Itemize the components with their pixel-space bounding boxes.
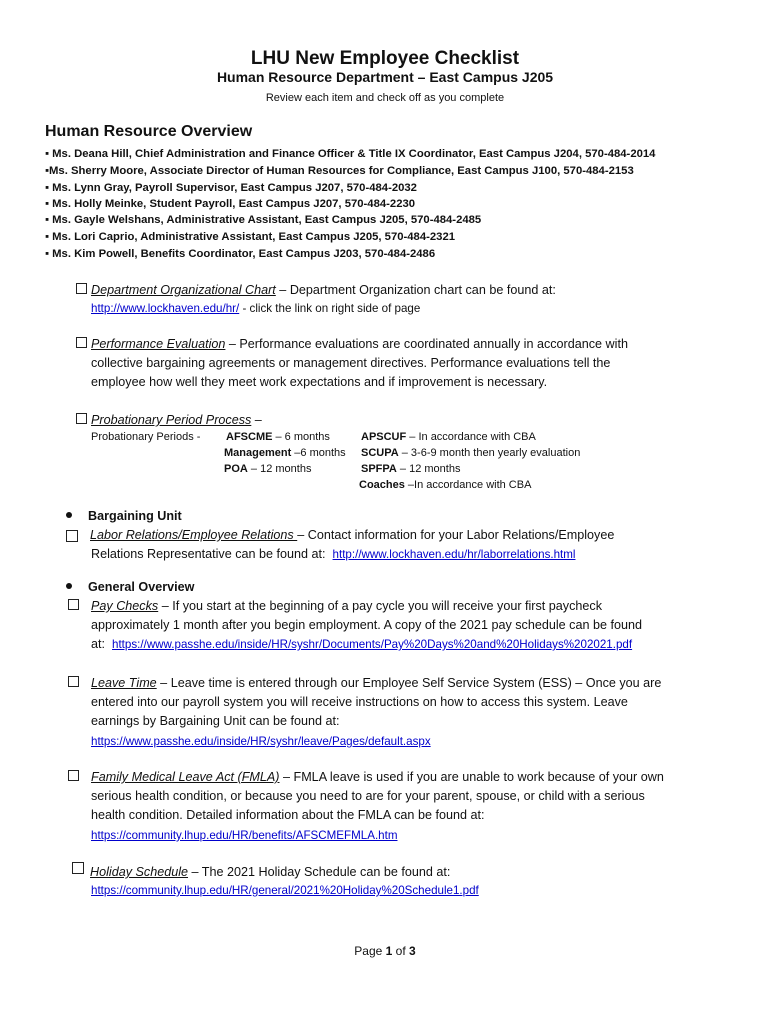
leave-item bbox=[68, 676, 661, 690]
holiday-checkbox[interactable] bbox=[72, 862, 84, 874]
probation-periods-label: Probationary Periods - bbox=[91, 431, 201, 443]
fmla-label: Family Medical Leave Act (FMLA) bbox=[91, 770, 280, 784]
probation-coaches: Coaches –In accordance with CBA bbox=[359, 479, 532, 491]
holiday-item bbox=[72, 862, 450, 879]
performance-text: – Performance evaluations are coordinated annually in accordance with bbox=[225, 337, 628, 351]
performance-line: collective bargaining agreements or management directives. Performance evaluations tell the bbox=[91, 356, 611, 370]
staff-entry: ▪ Ms. Deana Hill, Chief Administration and Finance Officer & Title IX Coordinator, East Campus J204, 570-484-2014 bbox=[45, 148, 656, 160]
paychecks-link[interactable]: https://www.passhe.edu/inside/HR/syshr/Documents/Pay%20Days%20and%20Holidays%202021.pdf bbox=[112, 638, 633, 651]
bullet-icon bbox=[66, 583, 72, 589]
performance-checkbox[interactable] bbox=[76, 337, 87, 348]
paychecks-at: at: bbox=[91, 637, 106, 651]
org-chart-checkbox[interactable] bbox=[76, 283, 87, 294]
leave-checkbox[interactable] bbox=[68, 676, 79, 687]
probation-dash: – bbox=[251, 413, 262, 427]
fmla-text: – FMLA leave is used if you are unable to work because of your own bbox=[279, 770, 664, 784]
bargaining-link-line bbox=[91, 547, 576, 561]
holiday-link-line bbox=[91, 881, 479, 899]
org-chart-link[interactable]: http://www.lockhaven.edu/hr/ bbox=[91, 302, 240, 315]
holiday-text: – The 2021 Holiday Schedule can be found at: bbox=[188, 865, 451, 879]
leave-text: – Leave time is entered through our Employee Self Service System (ESS) – Once you are bbox=[156, 676, 662, 690]
bargaining-text: – Contact information for your Labor Relations/Employee bbox=[297, 528, 615, 542]
holiday-link[interactable]: https://community.lhup.edu/HR/general/2021%20Holiday%20Schedule1.pdf bbox=[91, 884, 479, 897]
staff-entry: ▪ Ms. Holly Meinke, Student Payroll, East Campus J207, 570-484-2230 bbox=[45, 198, 416, 210]
probation-spfpa: SPFPA – 12 months bbox=[361, 463, 461, 475]
probation-afscme: AFSCME – 6 months bbox=[226, 431, 330, 443]
bargaining-checkbox[interactable] bbox=[66, 530, 78, 542]
probation-label: Probationary Period Process bbox=[91, 413, 252, 427]
document-subtitle: Human Resource Department – East Campus J205 bbox=[216, 69, 554, 85]
bullet-icon bbox=[66, 512, 72, 518]
staff-entry: ▪ Ms. Kim Powell, Benefits Coordinator, East Campus J203, 570-484-2486 bbox=[45, 248, 436, 260]
probation-poa: POA – 12 months bbox=[224, 463, 312, 475]
leave-line: earnings by Bargaining Unit can be found at: bbox=[91, 714, 340, 728]
paychecks-label: Pay Checks bbox=[91, 599, 159, 613]
bargaining-item bbox=[66, 528, 614, 542]
instruction-note: Review each item and check off as you complete bbox=[265, 92, 505, 104]
paychecks-line: approximately 1 month after you begin employment. A copy of the 2021 pay schedule can be found bbox=[91, 618, 642, 632]
org-chart-link-suffix: - click the link on right side of page bbox=[239, 302, 421, 315]
paychecks-checkbox[interactable] bbox=[68, 599, 79, 610]
leave-label: Leave Time bbox=[91, 676, 157, 690]
fmla-link-line bbox=[91, 826, 398, 844]
bargaining-heading: Bargaining Unit bbox=[88, 509, 182, 523]
fmla-link[interactable]: https://community.lhup.edu/HR/benefits/AFSCMEFMLA.htm bbox=[91, 829, 398, 842]
probation-apscuf: APSCUF – In accordance with CBA bbox=[361, 431, 536, 443]
bargaining-label: Labor Relations/Employee Relations bbox=[90, 528, 298, 542]
org-chart-link-line bbox=[91, 302, 420, 315]
leave-line: entered into our payroll system you will receive instructions on how to access this system. Leave bbox=[91, 695, 628, 709]
probation-management: Management –6 months bbox=[224, 447, 346, 459]
probation-scupa: SCUPA – 3-6-9 month then yearly evaluation bbox=[361, 447, 581, 459]
general-heading-row bbox=[66, 580, 194, 594]
org-chart-label: Department Organizational Chart bbox=[91, 283, 276, 297]
general-heading: General Overview bbox=[88, 580, 195, 594]
fmla-item bbox=[68, 770, 664, 784]
org-chart-text: – Department Organization chart can be found at: bbox=[275, 283, 556, 297]
bargaining-line2: Relations Representative can be found at: bbox=[91, 547, 326, 561]
performance-label: Performance Evaluation bbox=[91, 337, 226, 351]
probation-checkbox[interactable] bbox=[76, 413, 87, 424]
probation-item bbox=[76, 413, 262, 427]
fmla-checkbox[interactable] bbox=[68, 770, 79, 781]
bargaining-link[interactable]: http://www.lockhaven.edu/hr/laborrelations.html bbox=[332, 548, 576, 561]
org-chart-item bbox=[76, 283, 556, 297]
staff-entry: ▪ Ms. Gayle Welshans, Administrative Assistant, East Campus J205, 570-484-2485 bbox=[45, 214, 482, 226]
leave-link-line bbox=[91, 732, 431, 750]
holiday-label: Holiday Schedule bbox=[90, 865, 189, 879]
paychecks-link-line bbox=[91, 637, 632, 651]
fmla-line: serious health condition, or because you need to are for your parent, spouse, or child with a serious bbox=[91, 789, 645, 803]
staff-entry: ▪ Ms. Lynn Gray, Payroll Supervisor, East Campus J207, 570-484-2032 bbox=[45, 182, 417, 194]
page-number: Page 1 of 3 bbox=[354, 944, 416, 958]
leave-link[interactable]: https://www.passhe.edu/inside/HR/syshr/leave/Pages/default.aspx bbox=[91, 735, 431, 748]
bargaining-heading-row bbox=[66, 509, 182, 523]
performance-line: employee how well they meet work expectations and if improvement is necessary. bbox=[91, 375, 548, 389]
fmla-line: health condition. Detailed information about the FMLA can be found at: bbox=[91, 808, 485, 822]
paychecks-text: – If you start at the beginning of a pay cycle you will receive your first paycheck bbox=[158, 599, 603, 613]
performance-item bbox=[76, 337, 628, 351]
document-title: LHU New Employee Checklist bbox=[250, 48, 520, 69]
overview-heading: Human Resource Overview bbox=[45, 123, 253, 140]
staff-entry: ▪ Ms. Lori Caprio, Administrative Assistant, East Campus J205, 570-484-2321 bbox=[45, 231, 456, 243]
staff-entry: ▪Ms. Sherry Moore, Associate Director of Human Resources for Compliance, East Campus J100, 570-484-2153 bbox=[45, 165, 634, 177]
paychecks-item bbox=[68, 599, 602, 613]
